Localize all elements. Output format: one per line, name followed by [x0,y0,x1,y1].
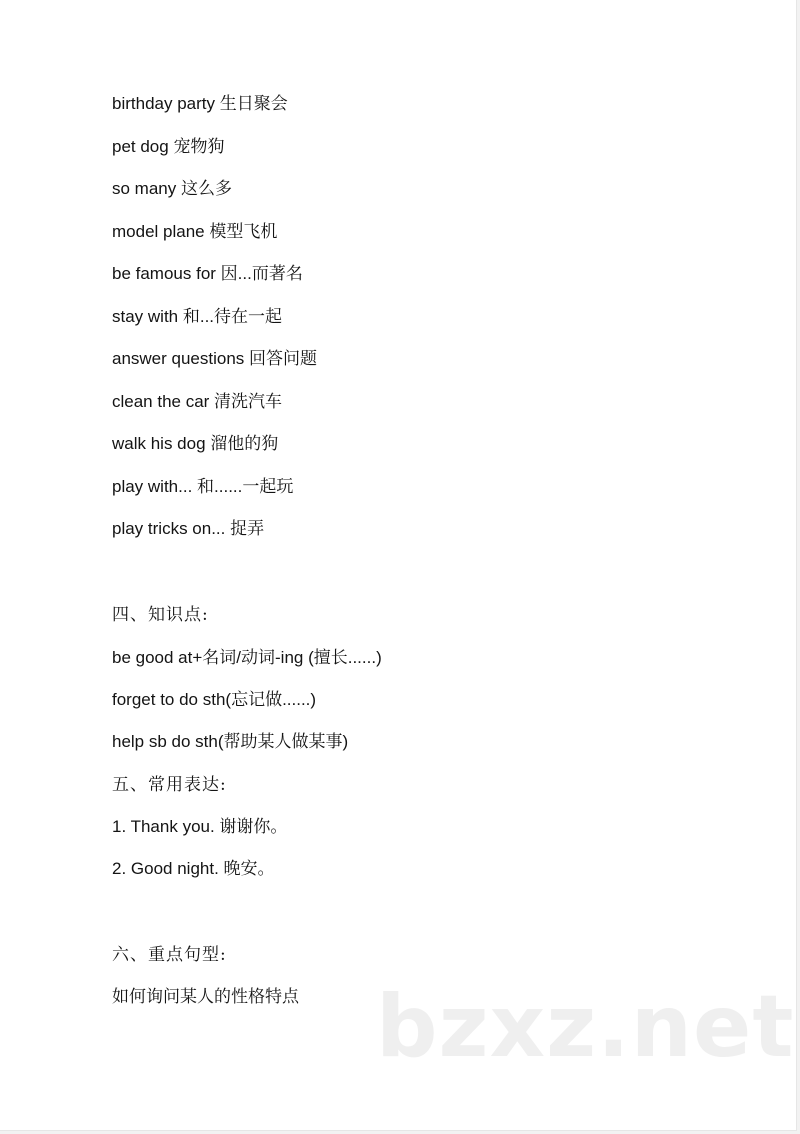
expression-item: 2. Good night. 晚安。 [112,859,275,878]
vocab-item: birthday party 生日聚会 [112,94,288,113]
vocab-item: so many 这么多 [112,179,232,198]
vocab-item: play with... 和......一起玩 [112,477,294,496]
section-heading-key-sentences: 六、重点句型: [112,945,227,965]
key-sentence-item: 如何询问某人的性格特点 [112,987,299,1006]
vocab-item: pet dog 宠物狗 [112,137,225,156]
section-heading-common-expressions: 五、常用表达: [112,775,227,795]
expression-item: 1. Thank you. 谢谢你。 [112,817,288,836]
vocab-item: walk his dog 溜他的狗 [112,434,279,453]
vocab-item: clean the car 清洗汽车 [112,392,283,411]
vocab-item: play tricks on... 捉弄 [112,519,265,538]
vocab-item: answer questions 回答问题 [112,349,318,368]
knowledge-point-item: forget to do sth(忘记做......) [112,690,317,709]
watermark-logo: bzxz.net [376,977,795,1077]
vocab-item: stay with 和...待在一起 [112,307,283,326]
vocab-item: be famous for 因...而著名 [112,264,303,283]
section-heading-knowledge-points: 四、知识点: [112,605,209,625]
knowledge-point-item: be good at+名词/动词-ing (擅长......) [112,648,382,667]
vocab-item: model plane 模型飞机 [112,222,278,241]
knowledge-point-item: help sb do sth(帮助某人做某事) [112,732,349,751]
